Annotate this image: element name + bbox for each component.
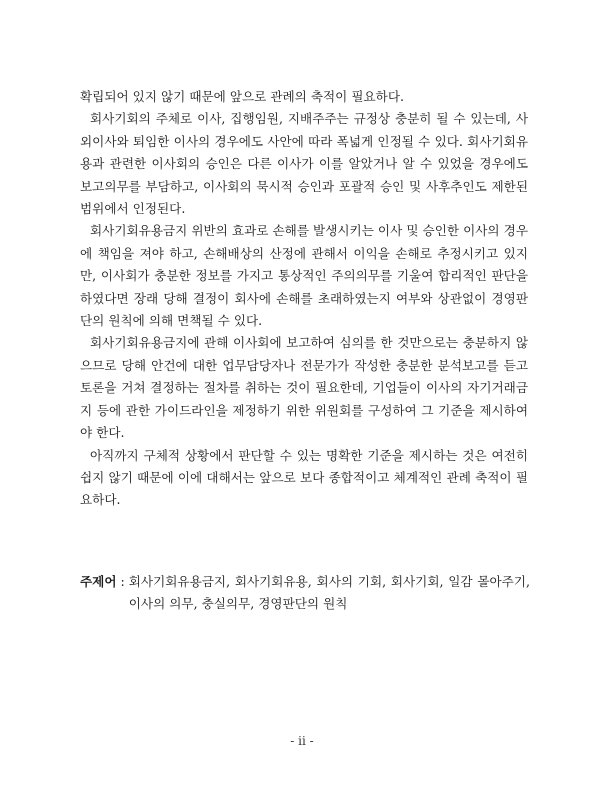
keywords-block [80,571,530,616]
paragraph-1: 확립되어 있지 않기 때문에 앞으로 관례의 축적이 필요하다. [80,89,404,104]
keywords-label: 주제어 [80,574,117,589]
keywords-separator: : [116,574,129,589]
paragraph-5: 아직까지 구체적 상황에서 판단할 수 있는 명확한 기준을 제시하는 것은 여전히 쉽지 않기 때문에 이에 대해서는 앞으로 보다 종합적이고 체계적인 관례 축적이 필요하다. [80,447,528,508]
paragraph-3: 회사기회유용금지 위반의 효과로 손해를 발생시키는 이사 및 승인한 이사의 경우에 책임을 져야 하고, 손해배상의 산정에 관해서 이익을 손해로 추정시키고 있지만, 이사회가 충분한 정보를 가지고 통상적인 주의의무를 기울여 합리적인 판단을 하였다면 장래 당해 결정이 회사에 손해를 초래하였는지 여부와 상관없이 경영판단의 원칙에 의해 면책될 수 있다. [80,223,528,329]
abstract-body [80,86,528,512]
paragraph-2: 회사기회의 주체로 이사, 집행임원, 지배주주는 규정상 충분히 될 수 있는데, 사외이사와 퇴임한 이사의 경우에도 사안에 따라 폭넓게 인정될 수 있다. 회사기회유용과 관련한 이사회의 승인은 다른 이사가 이를 알았거나 알 수 있었을 경우에도 보고의무를 부담하고, 이사회의 묵시적 승인과 포괄적 승인 및 사후추인도 제한된 범위에서 인정된다. [80,111,528,217]
page-number: - ii - [290,734,314,748]
keywords-text: 회사기회유용금지, 회사기회유용, 회사의 기회, 회사기회, 일감 몰아주기, 이사의 의무, 충실의무, 경영판단의 원칙 [128,574,530,612]
paragraph-4: 회사기회유용금지에 관해 이사회에 보고하여 심의를 한 것만으로는 충분하지 않으므로 당해 안건에 대한 업무담당자나 전문가가 작성한 충분한 분석보고를 듣고 토론을 거쳐 결정하는 절차를 취하는 것이 필요한데, 기업들이 이사의 자기거래금지 등에 관한 가이드라인을 제정하기 위한 위원회를 구성하여 그 기준을 제시하여야 한다. [80,335,528,441]
